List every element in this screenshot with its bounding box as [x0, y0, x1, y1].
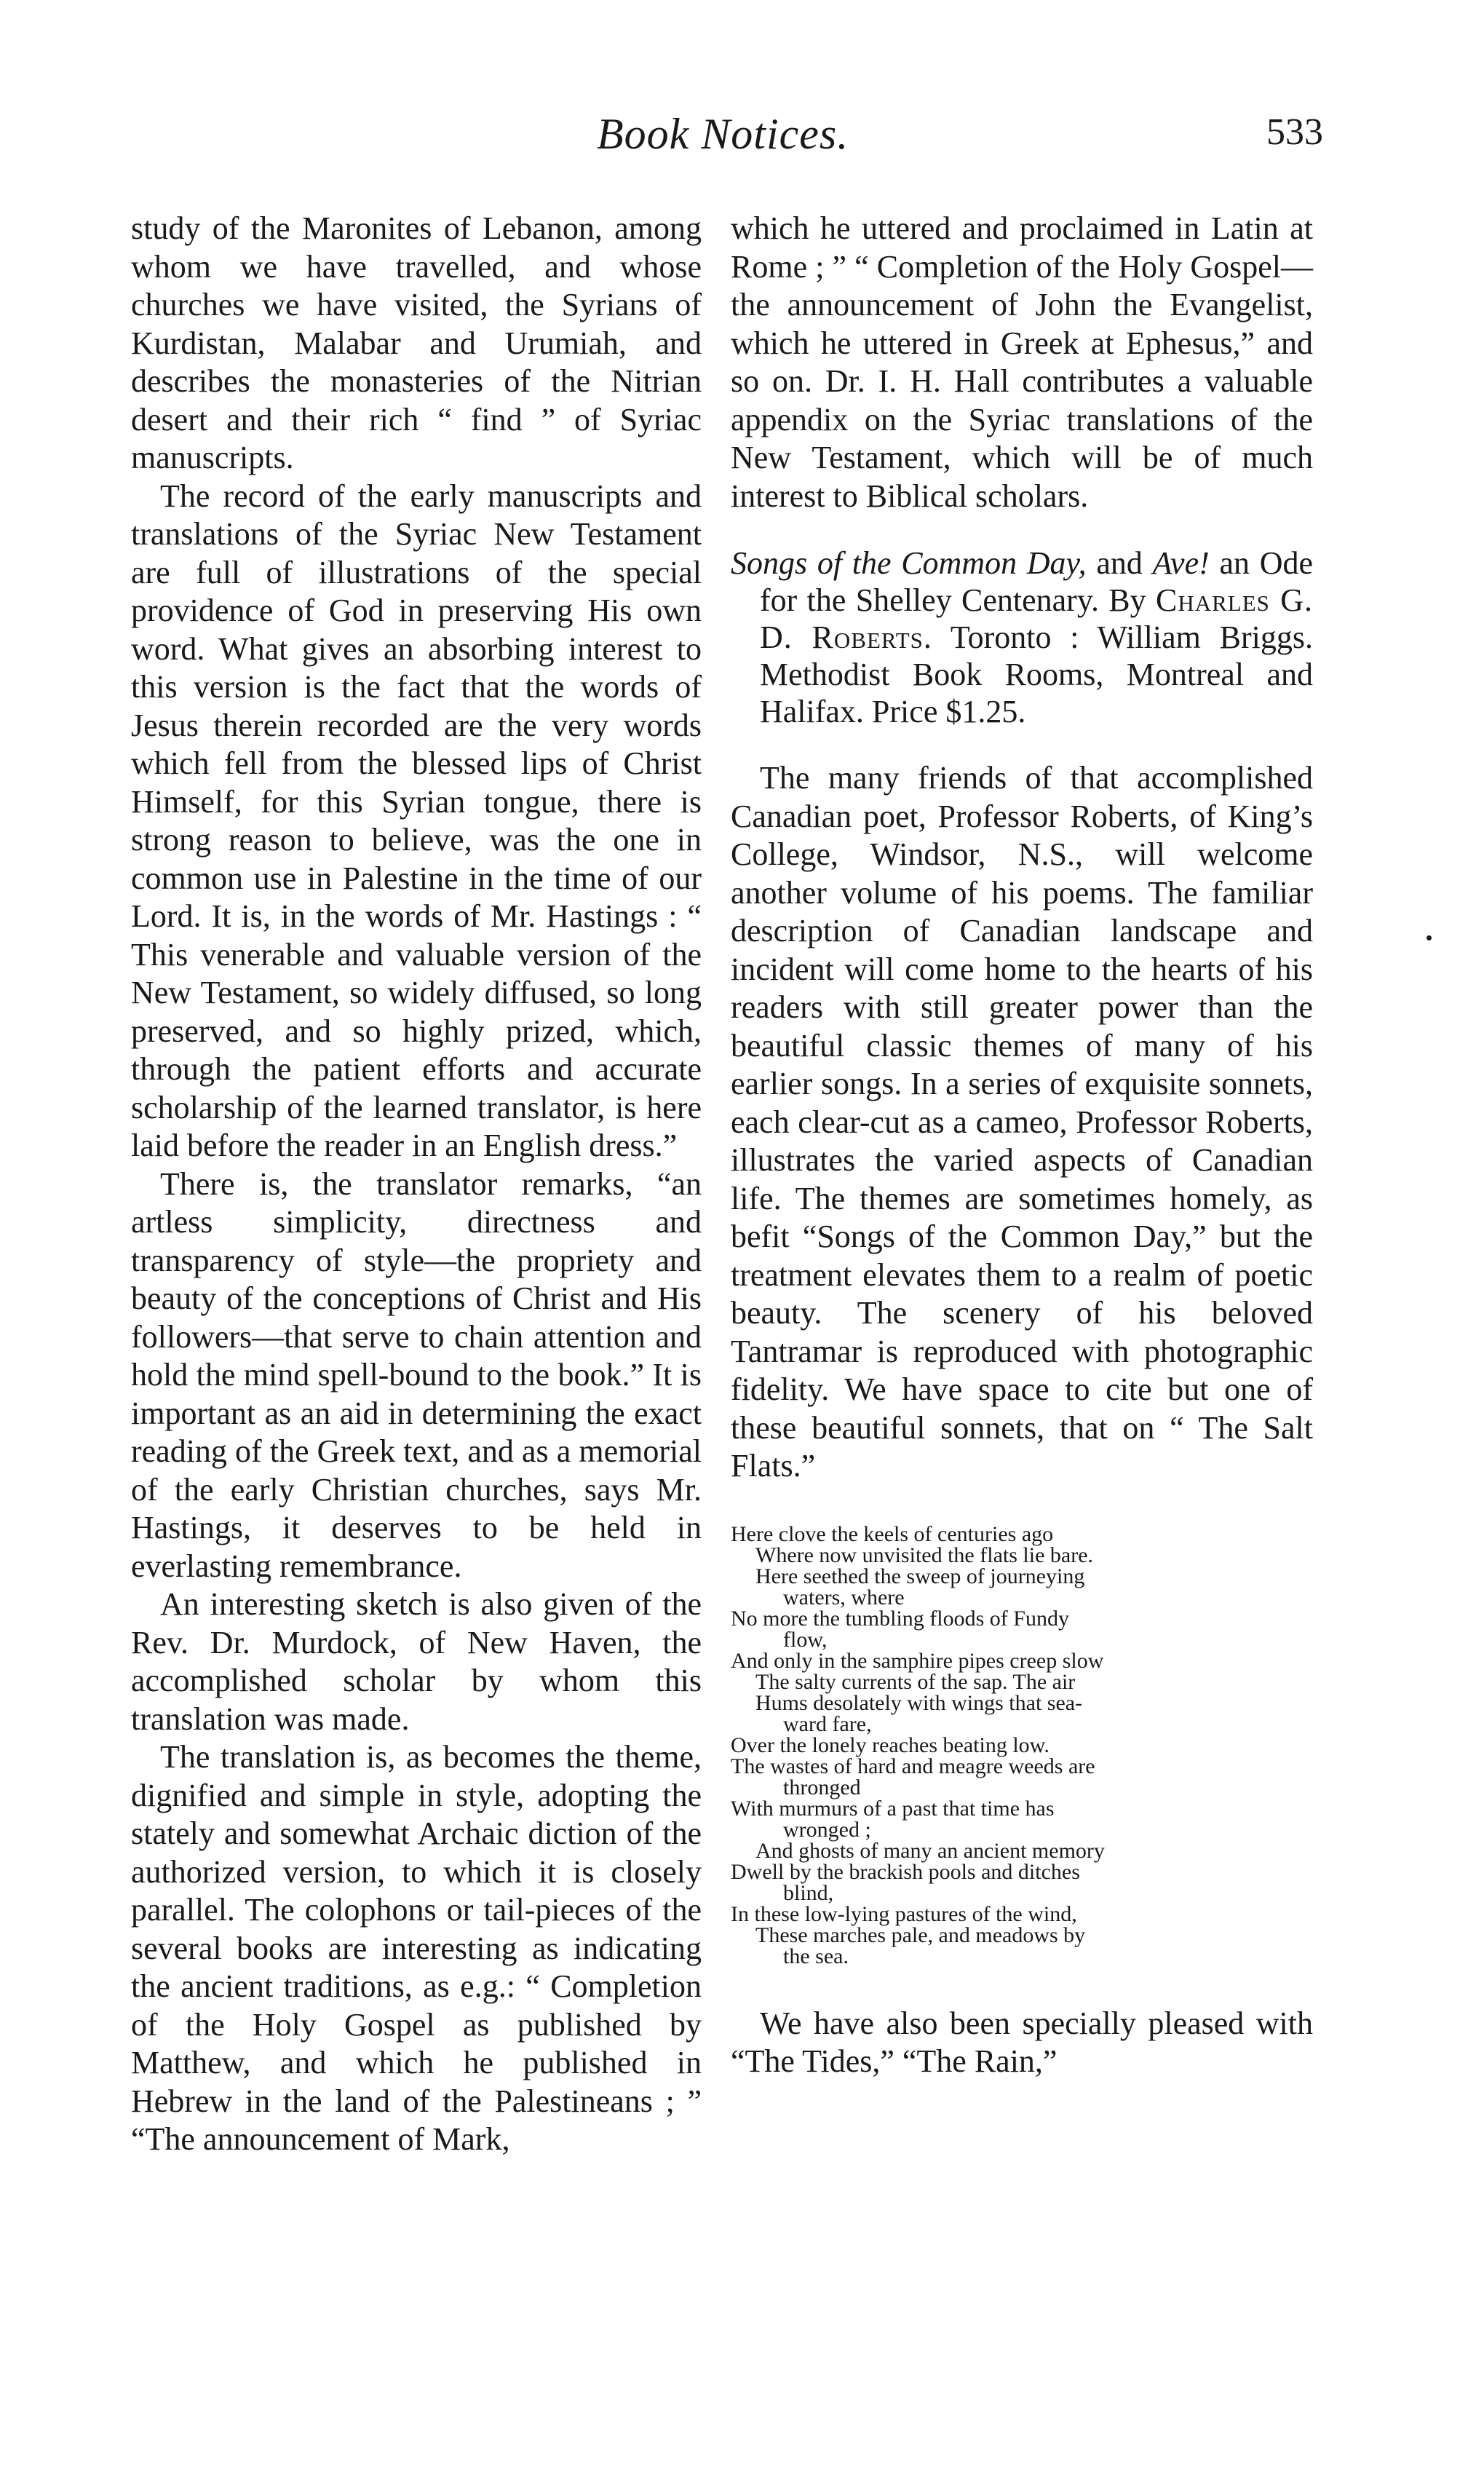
paragraph: An interesting sketch is also given of the Rev. Dr. Murdock, of New Haven, the accomplished scholar by whom this translation was made. — [131, 1586, 702, 1737]
left-column — [131, 210, 702, 2159]
by-text: By — [1108, 582, 1146, 618]
book-publisher: Toronto : William Briggs. Methodist Book Rooms, Montreal and Halifax. Price $1.25. — [760, 619, 1313, 729]
poem-line: Where now unvisited the flats lie bare. — [755, 1543, 1094, 1567]
poem-line: Hums desolately with wings that sea- — [755, 1690, 1083, 1715]
paragraph: The record of the early manuscripts and translations of the Syriac New Testament are full of illustrations of the special providence of God in preserving His own word. What gives an absorbing interest to this version is the fact that the words of Jesus therein recorded are the very words which fell from the blessed lips of Christ Himself, for this Syrian tongue, there is strong reason to believe, was the one in common use in Palestine in the time of our Lord. It is, in the words of Mr. Hastings : “ This venerable and valuable version of the New Testament, so widely diffused, so long preserved, and so highly prized, which, through the patient efforts and accurate scholarship of the learned translator, is here laid before the reader in an English dress.” — [131, 478, 702, 1163]
poem-line: wronged ; — [783, 1817, 871, 1842]
book-notice-heading — [731, 544, 1313, 730]
paragraph: study of the Maronites of Lebanon, among whom we have travelled, and whose churches we have visited, the Syrians of Kurdistan, Malabar and Urumiah, and describes the monasteries of the Nitrian desert and their rich “ find ” of Syriac manuscripts. — [131, 210, 702, 475]
paragraph: We have also been specially pleased with “The Tides,” “The Rain,” — [731, 2005, 1313, 2079]
paragraph: The many friends of that accomplished Canadian poet, Professor Roberts, of King’s College, Windsor, N.S., will welcome another volume of his poems. The familiar description of Canadian landscape and incident will come home to the hearts of his readers with still greater power than the beautiful classic themes of many of his earlier songs. In a series of exquisite sonnets, each clear-cut as a cameo, Professor Roberts, illustrates the varied aspects of Canadian life. The themes are sometimes homely, as befit “Songs of the Common Day,” but the treatment elevates them to a realm of poetic beauty. The scenery of his beloved Tantramar is reproduced with photographic fidelity. We have space to cite but one of these beautiful sonnets, that on “ The Salt Flats.” — [731, 760, 1313, 1484]
poem-line: The wastes of hard and meagre weeds are — [731, 1754, 1095, 1778]
poem-line: And only in the samphire pipes creep slow — [731, 1648, 1104, 1673]
sonnet-the-salt-flats — [731, 1521, 1313, 1968]
print-speck — [1427, 935, 1432, 940]
book-title-ave: Ave! — [1152, 545, 1210, 581]
and-text: and — [1096, 545, 1143, 581]
poem-line: The salty currents of the sap. The air — [755, 1669, 1076, 1694]
section-gap — [731, 730, 1313, 759]
right-column — [731, 210, 1313, 2081]
section-gap — [731, 515, 1313, 544]
poem-line: In these low-lying pastures of the wind, — [731, 1901, 1077, 1926]
poem-line: the sea. — [783, 1944, 849, 1968]
page-header — [0, 109, 1484, 167]
book-author: Charles G. D. Roberts. — [760, 582, 1313, 655]
paragraph: There is, the translator remarks, “an artless simplicity, directness and transparency of style—the propriety and beauty of the conceptions of Christ and His followers—that serve to chain attention and hold the mind spell-bound to the book.” It is important as an aid in determining the exact reading of the Greek text, and as a memorial of the early Christian churches, says Mr. Hastings, it deserves to be held in everlasting remembrance. — [131, 1165, 702, 1584]
poem-line: Here clove the keels of centuries ago — [731, 1521, 1054, 1546]
poem-line: thronged — [783, 1775, 861, 1799]
poem-line: Dwell by the brackish pools and ditches — [731, 1859, 1080, 1884]
poem-line: blind, — [783, 1880, 834, 1905]
poem-line: With murmurs of a past that time has — [731, 1796, 1055, 1821]
section-gap — [731, 1486, 1313, 1524]
poem-line: Over the lonely reaches beating low. — [731, 1732, 1049, 1757]
page-number: 533 — [1266, 111, 1323, 153]
book-title: Songs of the Common Day, — [731, 545, 1087, 581]
poem-line: Here seethed the sweep of journeying — [755, 1564, 1085, 1588]
paragraph: The translation is, as becomes the theme, dignified and simple in style, adopting the stately and somewhat Archaic diction of the authorized version, to which it is closely parallel. The colophons or tail-pieces of the several books are interesting as indicating the ancient traditions, as e.g.: “ Completion of the Holy Gospel as published by Matthew, and which he published in Hebrew in the land of the Palestineans ; ” “The announcement of Mark, — [131, 1739, 702, 2157]
poem-line: No more the tumbling floods of Fundy — [731, 1606, 1069, 1631]
poem-line: These marches pale, and meadows by — [755, 1922, 1086, 1947]
section-gap — [731, 1967, 1313, 2005]
poem-line: And ghosts of many an ancient memory — [755, 1838, 1105, 1863]
running-title: Book Notices. — [597, 110, 849, 158]
poem-line: ward fare, — [783, 1711, 872, 1736]
poem-line: waters, where — [783, 1585, 905, 1609]
book-subtitle: an Ode for the Shelley Centenary. — [760, 545, 1314, 618]
paragraph: which he uttered and proclaimed in Latin at Rome ; ” “ Completion of the Holy Gospel—the announcement of John the Evangelist, which he uttered in Greek at Ephesus,” and so on. Dr. I. H. Hall contributes a valuable appendix on the Syriac translations of the New Testament, which will be of much interest to Biblical scholars. — [731, 210, 1313, 514]
poem-line: flow, — [783, 1627, 828, 1652]
